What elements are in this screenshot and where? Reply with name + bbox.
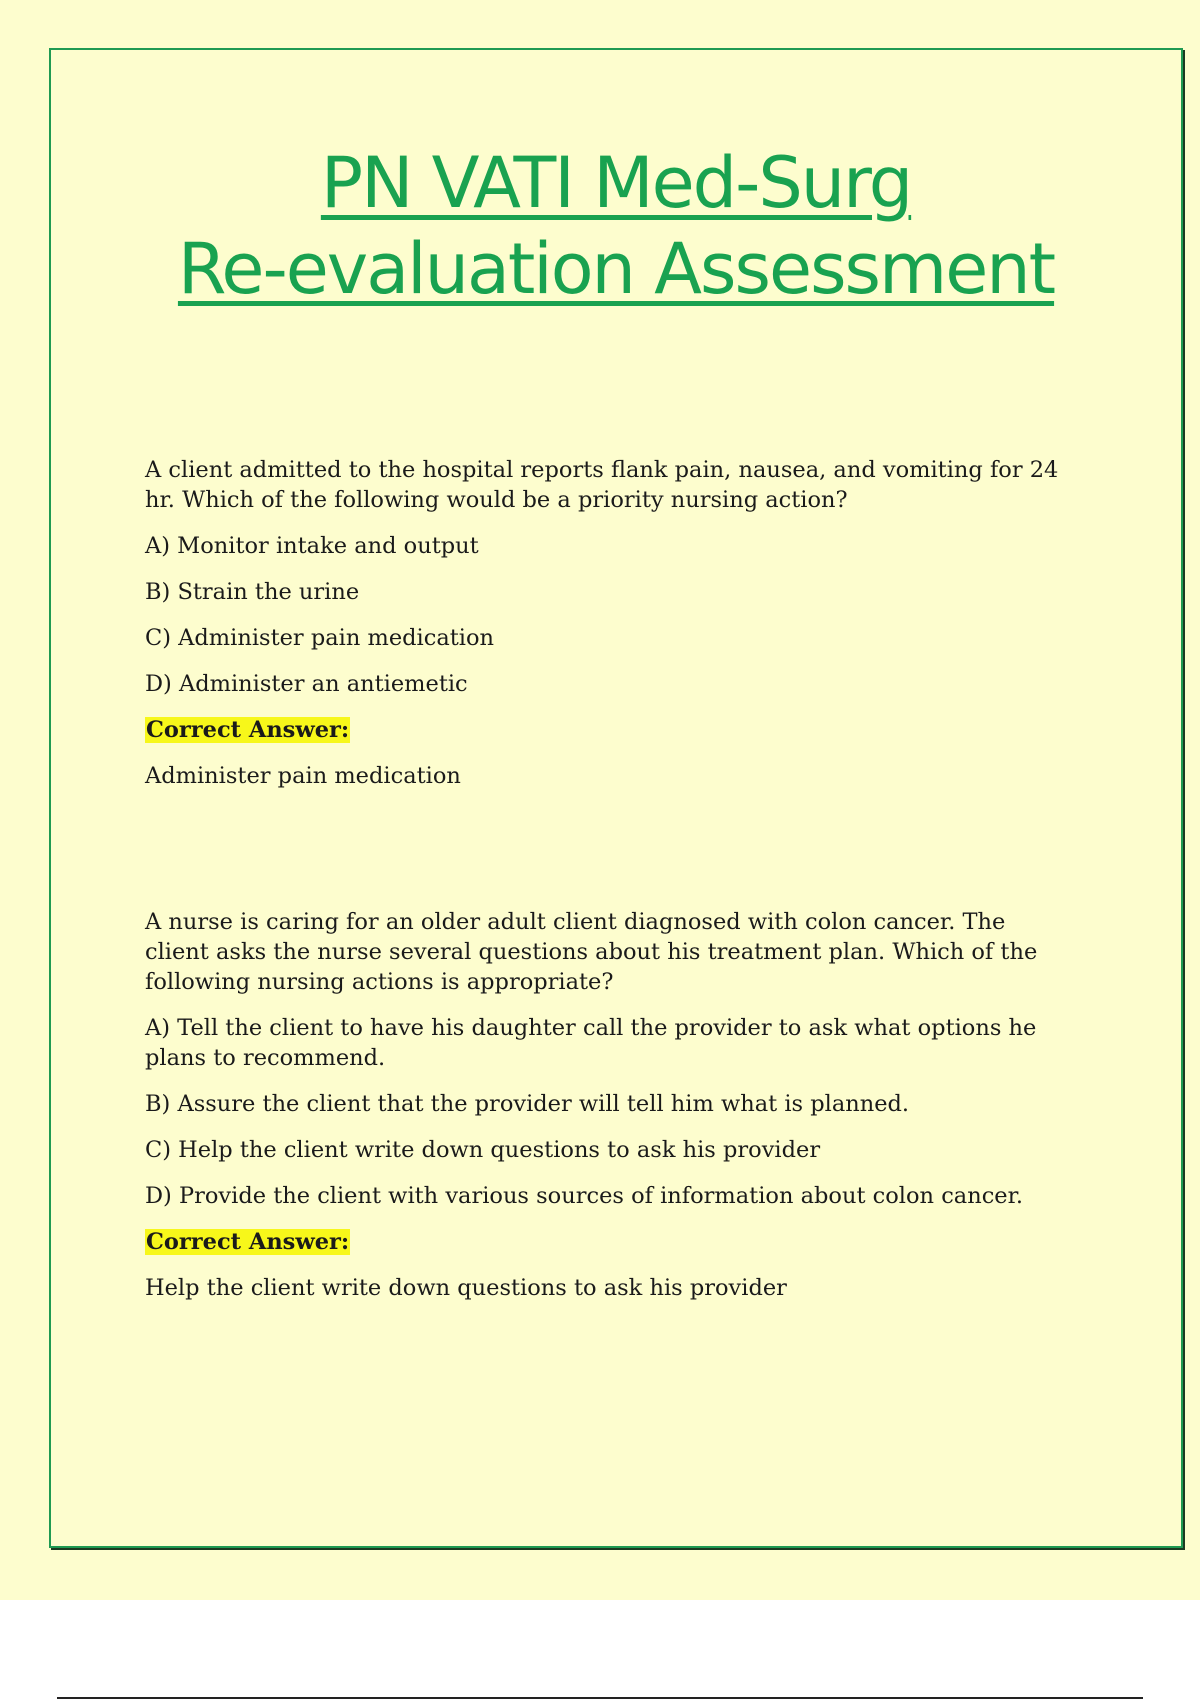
title-line-2: Re-evaluation Assessment — [177, 228, 1055, 310]
option-b: B) Assure the client that the provider will tell him what is planned. — [145, 1091, 910, 1117]
correct-answer-label: Correct Answer: — [146, 717, 350, 743]
option-c: C) Administer pain medication — [145, 625, 495, 651]
question-block-2 — [145, 907, 1075, 1319]
question-block-1 — [145, 455, 1075, 807]
correct-answer-label: Correct Answer: — [146, 1229, 350, 1255]
page-title — [0, 140, 1200, 312]
option-c: C) Help the client write down questions to ask his provider — [145, 1137, 821, 1163]
option-a: A) Monitor intake and output — [145, 533, 479, 559]
option-a: A) Tell the client to have his daughter call the provider to ask what options he plans to recommend. — [145, 1015, 1037, 1071]
question-text: A client admitted to the hospital reports flank pain, nausea, and vomiting for 24 hr. Which of the following would be a priority nursing action? — [145, 457, 1059, 513]
option-d: D) Administer an antiemetic — [145, 671, 468, 697]
footer-divider — [57, 1697, 1143, 1699]
option-b: B) Strain the urine — [145, 579, 360, 605]
option-d: D) Provide the client with various sources of information about colon cancer. — [145, 1183, 1024, 1209]
correct-answer-text: Administer pain medication — [145, 763, 461, 789]
correct-answer-text: Help the client write down questions to ask his provider — [145, 1275, 787, 1301]
question-text: A nurse is caring for an older adult client diagnosed with colon cancer. The client asks the nurse several questions about his treatment plan. Which of the following nursing actions is appropriate? — [145, 909, 1038, 995]
title-line-1: PN VATI Med-Surg — [320, 142, 912, 224]
